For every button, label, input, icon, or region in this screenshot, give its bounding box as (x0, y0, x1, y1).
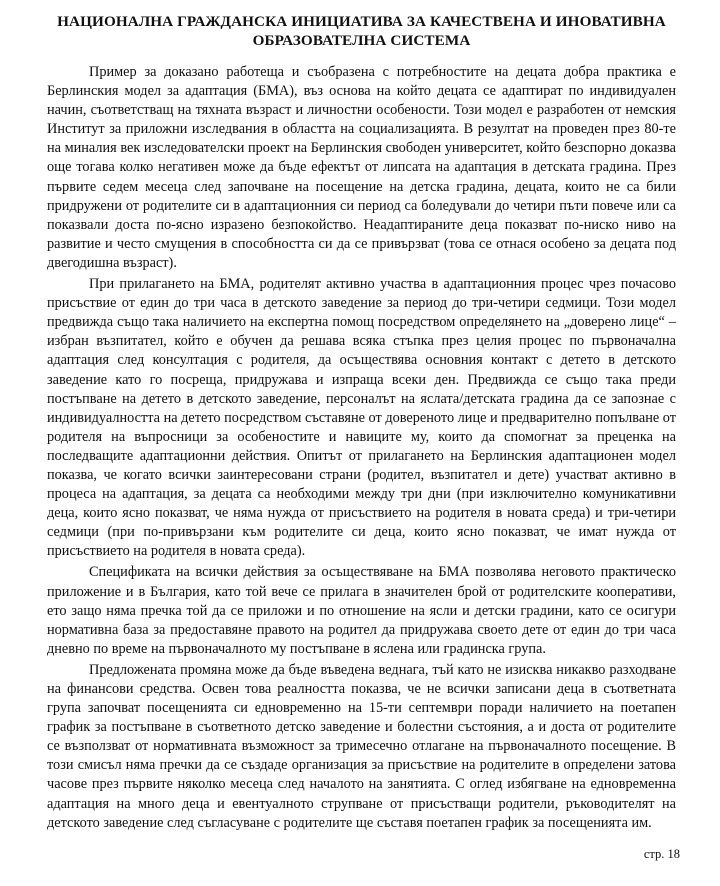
paragraph-4: Предложената промяна може да бъде въведена веднага, тъй като не изисква никакво разходване на финансови средства. Освен това реалността показва, че не всички записани деца в съответната група започват посещенията си едновременно на 15-ти септември поради наличието на поетапен график за постъпване в съответното детско заведение и болестни състояния, а и доста от родителите се възползват от нормативната възможност за тримесечно отлагане на първоначалното посещение. В този смисъл няма пречки да се създаде организация за присъствие на родителите в определени затова часове през първите няколко месеца след началото на занятията. С оглед избягване на едновременна адаптация на много деца и евентуалното струпване от присъстващи родители, ръководителят на детското заведение след съгласуване с родителите ще съставя поетапен график за посещенията им. (47, 661, 676, 831)
title-line-2: ОБРАЗОВАТЕЛНА СИСТЕМА (252, 32, 471, 49)
document-title (47, 12, 676, 50)
paragraph-2: При прилагането на БМА, родителят активно участва в адаптационния процес чрез почасово присъствие от един до три часа в детското заведение за период до три-четири седмици. Този модел предвижда също така наличието на експертна помощ посредством определянето на „доверено лице“ – избран възпитател, който е обучен да решава всяка стъпка през целия процес по първоначална адаптация след консултация с родителя, да осъществява основния контакт с детето в детското заведение като го посреща, придружава и изпраща всеки ден. Предвижда се също така преди постъпване на детето в детското заведение, персоналът на яслата/детската градина да се запознае с индивидуалността на детето посредством съставяне от довереното лице и предварително попълване от родителя на въпросници за особеностите и навиците му, които да спомогнат за преценка на последващите адаптационни действия. Опитът от прилагането на Берлинския адаптационен модел показва, че когато всички заинтересовани страни (родител, възпитател и дете) участват активно в процеса на адаптация, за децата са необходими между три дни (при изключително комуникативни деца, които ясно показват, че няма нужда от присъствието на родителя в новата среда) и три-четири седмици (при по-привързани към родителите си деца, които ясно показват, че имат нужда от присъствието на родителя в новата среда). (47, 276, 676, 560)
title-line-1: НАЦИОНАЛНА ГРАЖДАНСКА ИНИЦИАТИВА ЗА КАЧЕСТВЕНА И ИНОВАТИВНА (57, 13, 666, 30)
page-number: стр. 18 (643, 847, 680, 861)
paragraph-3: Спецификата на всички действия за осъществяване на БМА позволява неговото практическо приложение и в България, като той вече се прилага в значителен брой от родителските кооперативи, ето защо няма пречка той да се приложи и по отношение на ясли и детски градини, като се осигури нормативна база за предоставяне правото на родител да придружава своето дете от един до три часа дневно по време на първоначалното му постъпване в яслена или градинска група. (47, 564, 676, 657)
paragraph-1: Пример за доказано работеща и съобразена с потребностите на децата добра практика е Берлинския модел за адаптация (БМА), въз основа на който децата се адаптират по индивидуален начин, съответстващ на тяхната възраст и личностни особености. Този модел е разработен от немския Институт за приложни изследвания в областта на социализацията. В резултат на проведен през 80-те на миналия век изследователски проект на Берлинския свободен университет, който безспорно доказва още тогава колко негативен може да бъде ефектът от липсата на адаптация в детската градина. През първите седем месеца след започване на посещение на детска градина, децата, които не са били придружени от родителите си в адаптационния си период са боледували до четири пъти повече или са показвали доста по-ясно изразено безпокойство. Неадаптираните деца показват по-ниско ниво на развитие и често смущения в способността си да се привързват (това се отнася особено за децата под двегодишна възраст). (47, 64, 676, 271)
